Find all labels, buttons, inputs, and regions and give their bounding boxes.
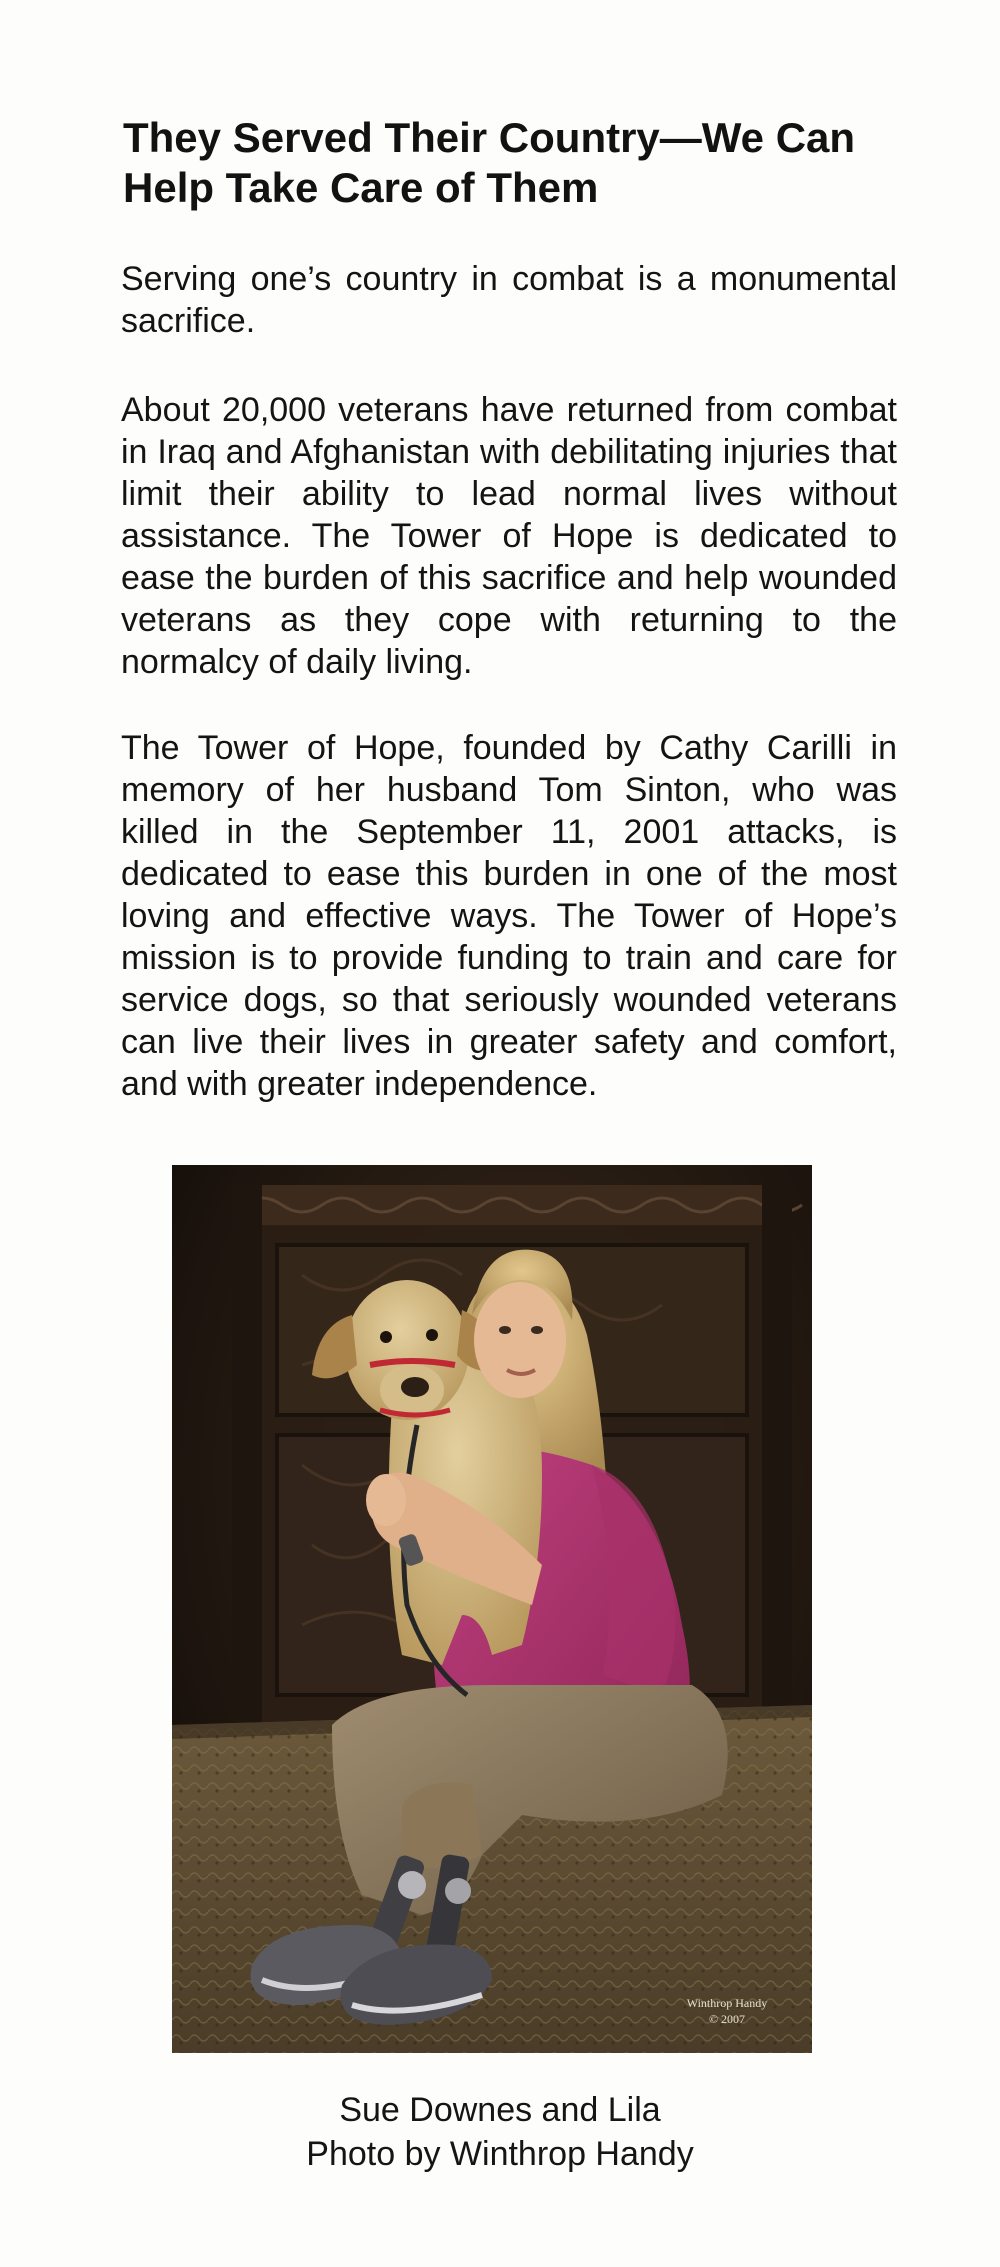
- paragraph-veterans: About 20,000 veterans have returned from combat in Iraq and Afghanistan with debilitating injuries that limit their ability to lead normal lives without assistance. The Tower of Hope is dedicated to ease the burden of this sacrifice and help wounded veterans as they cope with returning to the normalcy of daily living.: [121, 391, 897, 681]
- article-title: They Served Their Country—We Can Help Take Care of Them: [123, 114, 856, 211]
- photo-watermark-year: © 2007: [708, 2012, 746, 2026]
- caption-subjects: Sue Downes and Lila: [339, 2091, 661, 2129]
- photo-watermark-name: Winthrop Handy: [686, 1996, 768, 2010]
- paragraph-intro: Serving one’s country in combat is a monumental sacrifice.: [121, 260, 897, 340]
- caption-credit: Photo by Winthrop Handy: [306, 2135, 694, 2173]
- paragraph-mission: The Tower of Hope, founded by Cathy Carilli in memory of her husband Tom Sinton, who was killed in the September 11, 2001 attacks, is dedicated to ease this burden in one of the most loving and effective ways. The Tower of Hope’s mission is to provide funding to train and care for service dogs, so that seriously wounded veterans can live their lives in greater safety and comfort, and with greater independence.: [121, 729, 897, 1103]
- veteran-with-service-dog-photo: [172, 1165, 812, 2053]
- photo-caption: [0, 2088, 1000, 2176]
